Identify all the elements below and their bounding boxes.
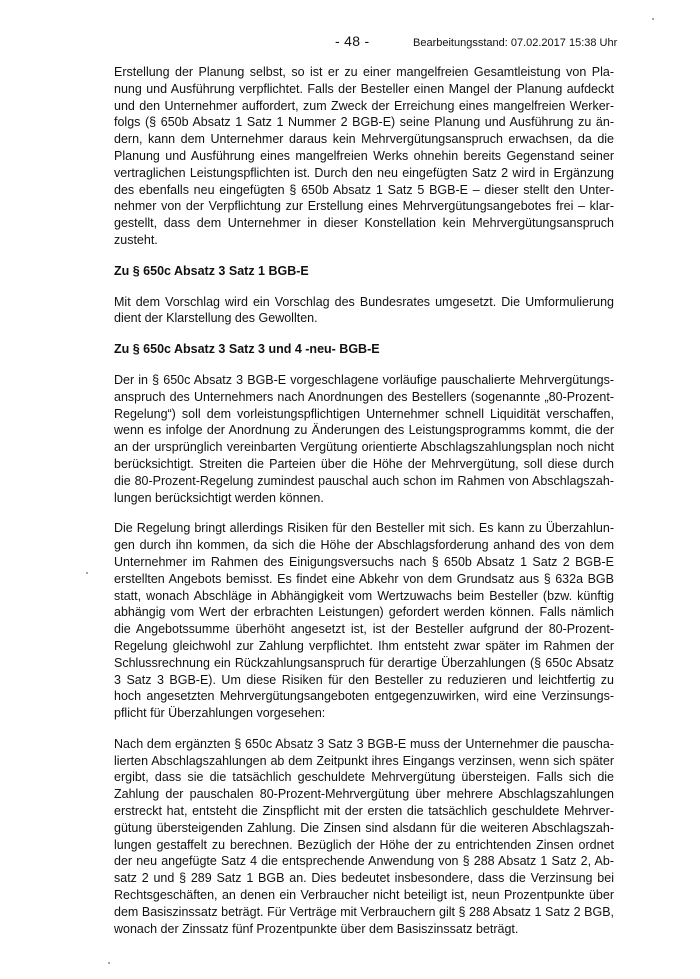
paragraph: Der in § 650c Absatz 3 BGB-E vorgeschlagene vorläufige pauschalierte Mehrvergütungsanspruch des Unternehmers nach Anordnungen des Bestellers (sogenannte „80-Prozent-Regelung“) soll dem vorleistungspflichtigen Unternehmer schnell Liquidität verschaffen, wenn es infolge der Anordnung zu Änderungen des Leistungsprogramms kommt, die der an der ursprünglich vereinbarten Vergütung orientierte Abschlagszahlungsplan noch nicht berücksichtigt. Streiten die Parteien über die Höhe der Mehrvergütung, soll diese durch die 80-Prozent-Regelung zumindest pauschal auch schon im Rahmen von Abschlagszahlungen berücksichtigt werden können. xyxy=(114,372,614,505)
body-text xyxy=(114,64,614,951)
revision-status: Bearbeitungsstand: 07.02.2017 15:38 Uhr xyxy=(413,37,618,49)
page-header xyxy=(0,33,700,53)
paragraph: Mit dem Vorschlag wird ein Vorschlag des Bundesrates umgesetzt. Die Umformulierung dient der Klarstellung des Gewollten. xyxy=(114,294,614,326)
scan-speck xyxy=(86,572,88,574)
paragraph: Erstellung der Planung selbst, so ist er zu einer mangelfreien Gesamtleistung von Planung und Ausführung verpflichtet. Falls der Besteller einen Mangel der Planung aufdeckt und den Unternehmer auffordert, zum Zweck der Erreichung eines mangelfreien Werkerfolgs (§ 650b Absatz 1 Satz 1 Nummer 2 BGB-E) seine Planung und Ausführung zu ändern, kann dem Unternehmer daraus kein Mehrvergütungsanspruch erwachsen, da die Planung und Ausführung eines mangelfreien Werks ohnehin bereits Gegenstand seiner vertraglichen Leistungspflichten ist. Durch den neu eingefügten Satz 2 wird in Ergänzung des ebenfalls neu eingefügten § 650b Absatz 1 Satz 5 BGB-E – dieser stellt den Unternehmer von der Verpflichtung zur Erstellung eines Mehrvergütungsangebotes frei – klargestellt, dass dem Unternehmer in dieser Konstellation kein Mehrvergütungsanspruch zusteht. xyxy=(114,65,614,247)
paragraph: Nach dem ergänzten § 650c Absatz 3 Satz 3 BGB-E muss der Unternehmer die pauschalierten Abschlagszahlungen ab dem Zeitpunkt ihres Eingangs verzinsen, wenn sich später ergibt, dass sie die tatsächlich geschuldete Mehrvergütung übersteigen. Falls sich die Zahlung der pauschalen 80-Prozent-Mehrvergütung über mehrere Abschlagszahlungen erstreckt hat, entsteht die Zinspflicht mit der ersten die tatsächlich geschuldete Mehrvergütung übersteigenden Zahlung. Die Zinsen sind alsdann für die weiteren Abschlagszahlungen gestaffelt zu berechnen. Bezüglich der Höhe der zu entrichtenden Zinsen ordnet der neu angefügte Satz 4 die entsprechende Anwendung von § 288 Absatz 1 Satz 2, Absatz 2 und § 289 Satz 1 BGB an. Dies bedeutet insbesondere, dass die Verzinsung bei Rechtsgeschäften, an denen ein Verbraucher nicht beteiligt ist, neun Prozentpunkte über dem Basiszinssatz beträgt. Für Verträge mit Verbrauchern gilt § 288 Absatz 1 Satz 2 BGB, wonach der Zinssatz fünf Prozentpunkte über dem Basiszinssatz beträgt. xyxy=(114,736,614,936)
page-number: - 48 - xyxy=(335,33,370,49)
scan-speck xyxy=(108,962,110,964)
paragraph: Die Regelung bringt allerdings Risiken für den Besteller mit sich. Es kann zu Überzahlungen durch ihn kommen, da sich die Höhe der Abschlagsforderung anhand des von dem Unternehmer im Rahmen des Einigungsversuchs nach § 650b Absatz 1 Satz 2 BGB-E erstellten Angebots bemisst. Es findet eine Abkehr von dem Grundsatz aus § 632a BGB statt, wonach Abschläge in Abhängigkeit vom Wertzuwachs beim Besteller (bzw. künftig abhängig vom Wert der erbrachten Leistungen) gefordert werden können. Falls nämlich die Angebotssumme überhöht angesetzt ist, ist der Besteller aufgrund der 80-Prozent-Regelung gleichwohl zur Zahlung verpflichtet. Ihm entsteht zwar später im Rahmen der Schlussrechnung ein Rückzahlungsanspruch für derartige Überzahlungen (§ 650c Absatz 3 Satz 3 BGB-E). Um diese Risiken für den Besteller zu reduzieren und leichtfertig zu hoch angesetzten Mehrvergütungsangeboten entgegenzuwirken, wird eine Verzinsungspflicht für Überzahlungen vorgesehen: xyxy=(114,521,614,721)
scan-speck xyxy=(652,18,654,20)
section-heading: Zu § 650c Absatz 3 Satz 3 und 4 -neu- BGB-E xyxy=(114,342,380,357)
section-heading: Zu § 650c Absatz 3 Satz 1 BGB-E xyxy=(114,263,309,278)
